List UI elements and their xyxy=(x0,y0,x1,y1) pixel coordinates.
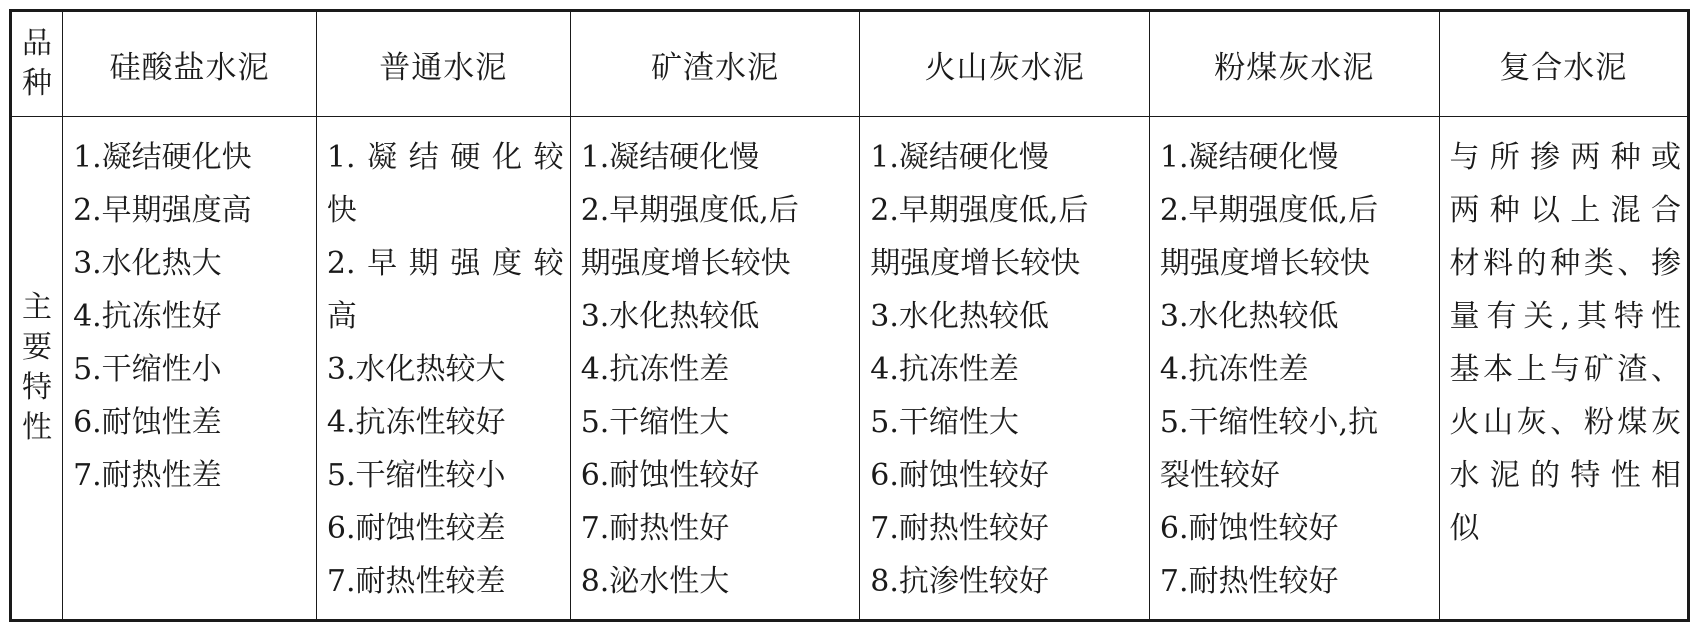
row-header-char: 要 xyxy=(22,330,53,365)
row-header-main-properties xyxy=(11,117,63,621)
property-line: 两种以上混合 xyxy=(1449,193,1681,228)
row-header-char: 主 xyxy=(22,290,53,325)
property-line: 期强度增长较快 xyxy=(580,246,791,281)
property-line: 8.抗渗性较好 xyxy=(870,564,1049,599)
row-header-char: 特 xyxy=(22,370,53,405)
column-header-fly-ash-cement: 粉煤灰水泥 xyxy=(1149,11,1439,117)
property-line: 期强度增长较快 xyxy=(870,246,1081,281)
properties-cell-portland-cement xyxy=(63,117,317,621)
row-header-variety xyxy=(11,11,63,117)
property-line: 2.早期强度低,后 xyxy=(870,193,1089,228)
property-line: 7.耐热性差 xyxy=(73,458,222,493)
property-line: 1.凝结硬化快 xyxy=(73,140,252,175)
header-row xyxy=(11,11,1689,117)
property-line: 3.水化热较大 xyxy=(326,352,506,387)
properties-cell-composite-cement xyxy=(1439,117,1688,621)
property-line: 8.泌水性大 xyxy=(580,564,730,599)
property-line: 5.干缩性小 xyxy=(73,352,222,387)
property-line: 5.干缩性大 xyxy=(870,405,1019,440)
properties-cell-fly-ash-cement xyxy=(1149,117,1439,621)
property-line: 似 xyxy=(1449,511,1480,546)
property-line: 2.早期强度较 xyxy=(326,246,564,281)
column-header-slag-cement: 矿渣水泥 xyxy=(570,11,860,117)
property-line: 与所掺两种或 xyxy=(1449,140,1681,175)
property-line: 火山灰、粉煤灰 xyxy=(1449,405,1681,440)
column-header-ordinary-cement: 普通水泥 xyxy=(316,11,570,117)
property-line: 3.水化热大 xyxy=(73,246,222,281)
property-line: 基本上与矿渣、 xyxy=(1449,352,1681,387)
cement-properties-table-wrapper xyxy=(9,9,1690,622)
property-line: 4.抗冻性好 xyxy=(73,299,222,334)
property-line: 1.凝结硬化慢 xyxy=(1159,140,1339,175)
property-line: 2.早期强度高 xyxy=(73,193,252,228)
cement-properties-table xyxy=(9,9,1690,622)
row-header-char: 性 xyxy=(22,410,53,445)
property-line: 期强度增长较快 xyxy=(1159,246,1370,281)
row-header-char: 品 xyxy=(22,26,53,61)
property-line: 6.耐蚀性较好 xyxy=(1159,511,1339,546)
properties-cell-pozzolan-cement xyxy=(860,117,1150,621)
column-header-composite-cement: 复合水泥 xyxy=(1439,11,1688,117)
column-header-pozzolan-cement: 火山灰水泥 xyxy=(860,11,1150,117)
property-line: 2.早期强度低,后 xyxy=(1159,193,1379,228)
property-line: 6.耐蚀性较好 xyxy=(580,458,760,493)
property-line: 量有关,其特性 xyxy=(1449,299,1681,334)
property-line: 6.耐蚀性较好 xyxy=(870,458,1049,493)
property-line: 6.耐蚀性较差 xyxy=(326,511,506,546)
properties-cell-slag-cement xyxy=(570,117,860,621)
property-line: 高 xyxy=(326,299,357,334)
property-line: 裂性较好 xyxy=(1159,458,1280,493)
property-line: 5.干缩性大 xyxy=(580,405,730,440)
property-line: 材料的种类、掺 xyxy=(1449,246,1681,281)
property-line: 4.抗冻性差 xyxy=(1159,352,1309,387)
properties-row xyxy=(11,117,1689,621)
property-line: 3.水化热较低 xyxy=(580,299,760,334)
property-line: 3.水化热较低 xyxy=(1159,299,1339,334)
property-line: 3.水化热较低 xyxy=(870,299,1049,334)
property-line: 4.抗冻性较好 xyxy=(326,405,506,440)
row-header-char: 种 xyxy=(22,66,53,101)
property-line: 7.耐热性好 xyxy=(580,511,730,546)
property-line: 5.干缩性较小 xyxy=(326,458,506,493)
property-line: 5.干缩性较小,抗 xyxy=(1159,405,1379,440)
property-line: 快 xyxy=(326,193,357,228)
property-line: 4.抗冻性差 xyxy=(870,352,1019,387)
property-line: 7.耐热性较差 xyxy=(326,564,506,599)
property-line: 6.耐蚀性差 xyxy=(73,405,222,440)
property-line: 2.早期强度低,后 xyxy=(580,193,799,228)
property-line: 4.抗冻性差 xyxy=(580,352,730,387)
property-line: 水泥的特性相 xyxy=(1449,458,1681,493)
property-line: 1.凝结硬化慢 xyxy=(870,140,1049,175)
property-line: 7.耐热性较好 xyxy=(1159,564,1339,599)
property-line: 1.凝结硬化较 xyxy=(326,140,564,175)
property-line: 1.凝结硬化慢 xyxy=(580,140,760,175)
column-header-portland-cement: 硅酸盐水泥 xyxy=(63,11,317,117)
property-line: 7.耐热性较好 xyxy=(870,511,1049,546)
properties-cell-ordinary-cement xyxy=(316,117,570,621)
